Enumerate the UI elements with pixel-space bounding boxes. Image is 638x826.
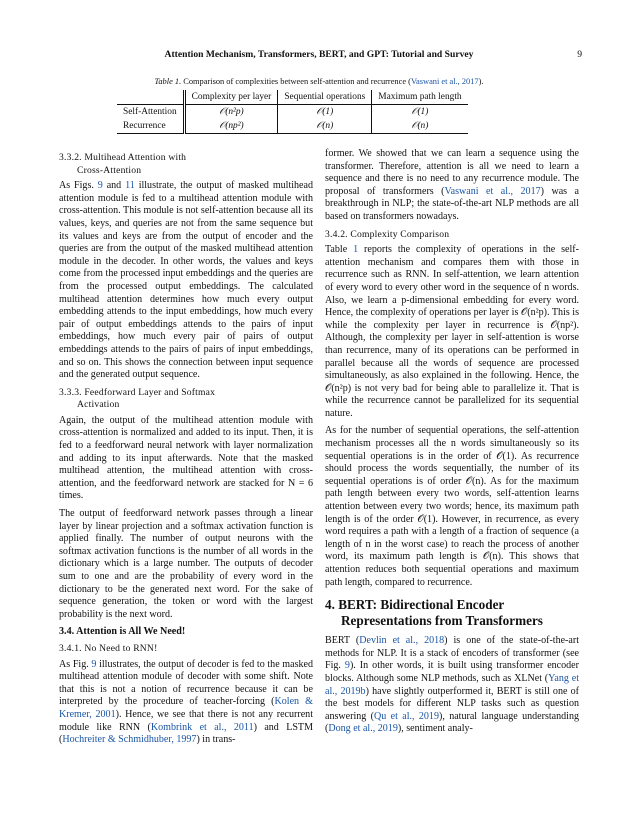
table-caption (0, 76, 638, 88)
text: ) and LSTM ( (59, 721, 313, 746)
section-heading-3-3-3 (59, 387, 313, 412)
table-link[interactable]: 1 (353, 244, 359, 256)
citation-link[interactable]: Dong et al., 2019 (328, 723, 398, 735)
cell-sequential: 𝒪(1) (278, 105, 372, 120)
paragraph: As for the number of sequential operations, the self-attention mechanism processes all the n words simultaneously so its sequential operations is in the order of 𝒪(1). As recurrence should process the words sequentially, the number of its sequential operations is of order 𝒪(n). As for the maximum path length between every two words, self-attention learns attention between every two words; hence, its maximum path length is of the order 𝒪(1). However, in recurrence, as every word requires a path with a length of a fraction of sequence (a length of n in the worst case) to reach the process of another word, its maximum path length is 𝒪(n). This shows that attention reduces both sequential operations and maximum path length, compared to recurrence. (325, 425, 579, 588)
figure-link[interactable]: 11 (125, 180, 135, 192)
figure-link[interactable]: 9 (97, 180, 103, 192)
citation-link[interactable]: Qu et al., 2019 (374, 710, 439, 722)
paragraph (59, 180, 313, 382)
paragraph (325, 148, 579, 224)
citation-link[interactable]: Kolen & Kremer, 2001 (59, 696, 313, 720)
table-header-cell: Sequential operations (278, 90, 372, 105)
text: BERT ( (325, 635, 360, 647)
text: As Fig. (59, 658, 92, 670)
row-label: Self-Attention (117, 105, 184, 120)
heading-line: Cross-Attention (77, 164, 142, 176)
heading-line: 4. BERT: Bidirectional Encoder (325, 597, 505, 613)
page-number: 9 (577, 49, 582, 60)
running-title: Attention Mechanism, Transformers, BERT, and GPT: Tutorial and Survey (164, 49, 474, 60)
text: ) in trans- (196, 734, 236, 746)
paragraph: Again, the output of the multihead attention module with cross-attention is normalized and added to its input. Then, it is fed to a feedforward neural network with layer normalization and adding to its input afterwards. Note that the masked multihead attention, the multihead attention with cross-attention, and the feedforward network are stacked for N = 6 times. (59, 414, 313, 502)
row-label: Recurrence (117, 119, 184, 134)
citation-link[interactable]: Vaswani et al., 2017 (444, 185, 541, 197)
cell-complexity: 𝒪(n²p) (184, 105, 278, 120)
text: illustrates, the output of decoder is fed to the masked multihead attention module of decoder with some shift. Note that this is not a notion of recurrence because it can be interpreted by the procedure of teacher-forcing ( (59, 658, 313, 708)
figure-link[interactable]: 9 (91, 658, 97, 670)
paragraph (59, 659, 313, 747)
table-header-cell: Complexity per layer (184, 90, 278, 105)
text: ). In other words, it is built using transformer encoder blocks. Although some NLP methods, such as XLNet ( (325, 660, 579, 684)
table-header-cell (117, 90, 184, 105)
text: Table (325, 244, 354, 256)
text: former. We showed that we can learn a sequence using the transformer. Therefore, attention is all we need to learn a sequence and there is no need to any recurrence module. The proposal of transformers ( (325, 148, 579, 197)
table-row (117, 105, 468, 120)
caption-citation-link[interactable]: Vaswani et al., 2017 (410, 77, 479, 86)
running-header (0, 48, 638, 62)
text: As Figs. (59, 180, 98, 192)
cell-complexity: 𝒪(np²) (184, 119, 278, 134)
table-header-row (117, 90, 468, 105)
text: ) have slightly outperformed it, BERT is still one of the best models for different NLP tasks such as question answering ( (325, 685, 579, 722)
text: illustrate, the output of masked multihead attention module is fed to a multihead attention module with cross-attention. This module is not self-attention because all its values, keys, and queries are not from the same sequence but its values and keys are from the output of encoder and the queries are from the output of the masked multihead attention module in the decoder. In other words, the values and keys come from the processed input embeddings and the queries are from the processed output embeddings. The calculated multihead attention determines how much every output embedding attends to the input embeddings, how much every pair of output embeddings attends to the pairs of input embeddings, how much every pair of pairs of output embeddings attends to the pairs of pairs of input embeddings, and so on. This shows the connection between input sequence and the generated output sequence. (59, 180, 313, 381)
text: ), natural language understanding ( (325, 710, 579, 735)
paragraph (325, 244, 579, 420)
heading-line: 3.3.3. Feedforward Layer and Softmax (59, 386, 216, 398)
section-heading-3-4: 3.4. Attention is All We Need! (59, 626, 186, 638)
text: reports the complexity of operations in the self-attention mechanism and compares them with those in recurrence such as RNN. In self-attention, we learn attention of every word to every other word in the sequence of n words. Also, we learn a p-dimensional embedding for every word. Hence, the complexity of operations per layer is 𝒪(n²p). This is while the complexity per layer in recurrence is 𝒪(np²). Although, the complexity per layer in self-attention is worse than recurrence, many of its operations can be performed in parallel because all the words of sequence are processed simultaneously, as also explained in the following. Hence, the 𝒪(n²p) is not very bad for being able to parallelize it. That is while the recurrence cannot be parallelized for its sequential nature. (325, 244, 579, 419)
heading-line: 3.3.2. Multihead Attention with (59, 152, 187, 163)
caption-prefix: Table 1. (154, 77, 182, 86)
heading-line: Representations from Transformers (341, 613, 543, 629)
text: ) was a breakthrough in NLP; the state-of-the-art NLP methods are all based on transformers nowadays. (325, 185, 580, 222)
left-column (59, 148, 313, 752)
section-heading-3-3-2 (59, 152, 313, 177)
citation-link[interactable]: Kombrink et al., 2011 (150, 721, 254, 733)
text: ) is one of the state-of-the-art methods for NLP. It is a stack of encoders of transformer (see Fig. (325, 635, 580, 672)
cell-sequential: 𝒪(n) (278, 119, 372, 134)
heading-line: Activation (77, 399, 120, 411)
cell-path: 𝒪(n) (372, 119, 468, 134)
cell-path: 𝒪(1) (372, 105, 468, 120)
paragraph: The output of feedforward network passes through a linear layer by linear projection and a softmax activation function is applied finally. The number of output neurons with the softmax activation functions is the number of all words in the dictionary which is a large number. The outputs of decoder sum to one and are the probability of every word in the dictionary to be the generated next word. For the sake of sequence generation, the token or word with the largest probability is the next word. (59, 508, 313, 620)
figure-link[interactable]: 9 (344, 660, 350, 672)
section-heading-3-4-1: 3.4.1. No Need to RNN! (59, 642, 158, 654)
citation-link[interactable]: Yang et al., 2019b (325, 672, 579, 697)
right-column (325, 148, 579, 741)
citation-link[interactable]: Hochreiter & Schmidhuber, 1997 (62, 734, 197, 746)
table-row (117, 119, 468, 134)
paragraph (325, 635, 579, 736)
text: ). Hence, we see that there is not any recurrent module like RNN ( (59, 708, 313, 733)
table-header-cell: Maximum path length (372, 90, 468, 105)
complexity-table (117, 90, 468, 134)
text: and (102, 180, 126, 192)
citation-link[interactable]: Devlin et al., 2018 (359, 635, 445, 647)
caption-suffix: ). (478, 77, 484, 86)
section-heading-3-4-2: 3.4.2. Complexity Comparison (325, 228, 450, 240)
text: ), sentiment analy- (397, 723, 473, 735)
caption-text: Comparison of complexities between self-attention and recurrence ( (183, 77, 411, 86)
section-heading-4 (325, 597, 579, 629)
